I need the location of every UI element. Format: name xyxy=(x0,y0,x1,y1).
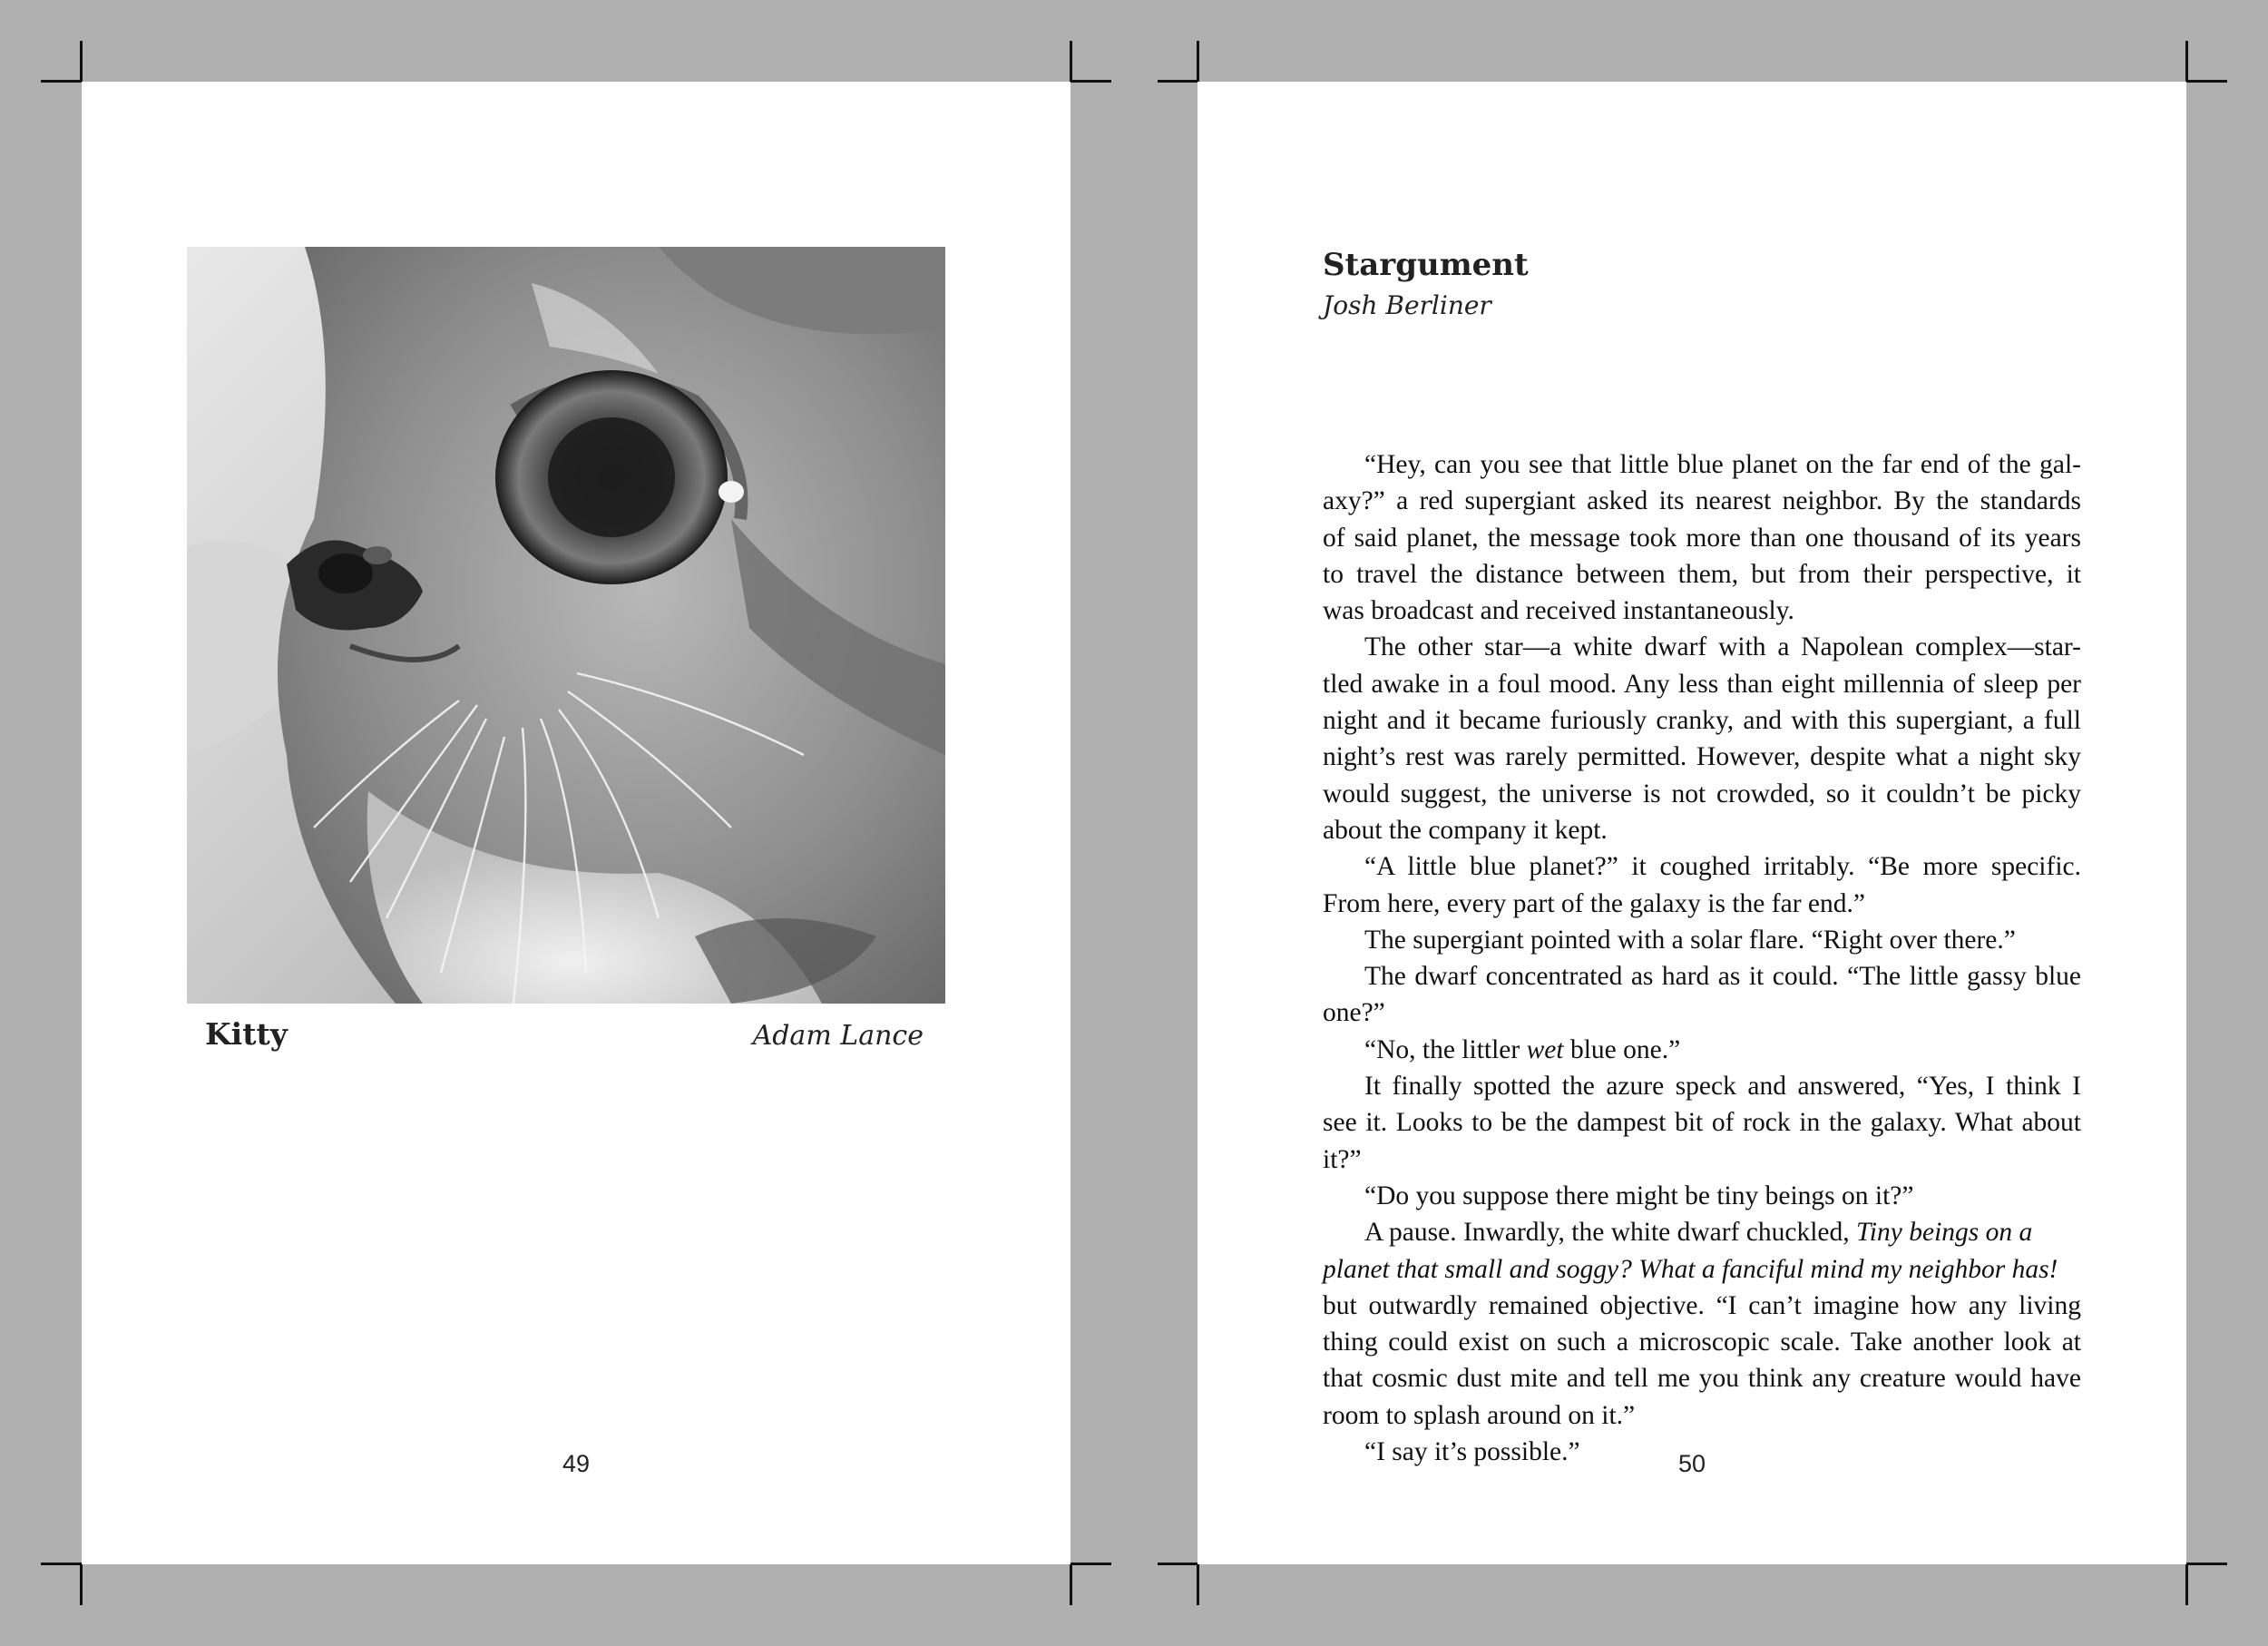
text-run: but outwardly remained objective. “I can’t imagine how any living xyxy=(1323,1290,2081,1320)
text-run: From here, every part of the galaxy is the far end.” xyxy=(1323,888,1865,918)
crop-mark xyxy=(2185,41,2188,82)
text-line xyxy=(1323,922,2081,958)
text-run: that cosmic dust mite and tell me you think any creature would have xyxy=(1323,1364,2081,1394)
text-line xyxy=(1323,556,2081,593)
story-body xyxy=(1323,446,2081,1470)
crop-mark xyxy=(1070,1564,1072,1605)
crop-mark xyxy=(1158,1563,1198,1565)
text-run: night’s rest was rarely permitted. However, despite what a night sky xyxy=(1323,742,2081,772)
text-line xyxy=(1323,1324,2081,1360)
page-number: 49 xyxy=(562,1450,591,1477)
text-run: The dwarf concentrated as hard as it could. “The little gassy blue xyxy=(1364,962,2081,992)
text-run: tled awake in a foul mood. Any less than eight millennia of sleep per xyxy=(1323,669,2081,699)
text-run: “No, the littler xyxy=(1364,1034,1527,1064)
text-run: wet xyxy=(1526,1034,1564,1064)
crop-mark xyxy=(80,41,83,82)
text-line xyxy=(1323,446,2081,483)
text-run: was broadcast and received instantaneously. xyxy=(1323,596,1794,626)
kitten-photo xyxy=(187,247,945,1004)
text-line xyxy=(1323,1032,2081,1068)
text-line xyxy=(1323,1251,2081,1288)
text-run: The other star—a white dwarf with a Napolean complex—star- xyxy=(1364,632,2081,662)
text-run: room to splash around on it.” xyxy=(1323,1400,1636,1430)
crop-mark xyxy=(1070,41,1072,82)
text-line xyxy=(1323,1178,2081,1214)
text-run: see it. Looks to be the dampest bit of rock in the galaxy. What about xyxy=(1323,1108,2081,1138)
text-run: Tiny beings on a xyxy=(1856,1218,2033,1248)
text-line xyxy=(1323,629,2081,665)
text-run: about the company it kept. xyxy=(1323,815,1608,845)
right-page xyxy=(1198,82,2186,1564)
text-run: axy?” a red supergiant asked its nearest neighbor. By the standards xyxy=(1323,486,2081,516)
crop-mark xyxy=(2186,1563,2227,1565)
crop-mark xyxy=(80,1564,83,1605)
text-run: one?” xyxy=(1323,998,1385,1028)
text-line xyxy=(1323,1288,2081,1324)
text-run: blue one.” xyxy=(1563,1034,1681,1064)
text-run: “Do you suppose there might be tiny beings on it?” xyxy=(1364,1181,1914,1210)
text-run: to travel the distance between them, but from their perspective, it xyxy=(1323,559,2081,589)
crop-mark xyxy=(1197,41,1199,82)
page-number: 50 xyxy=(1677,1450,1706,1477)
text-run: A pause. Inwardly, the white dwarf chuckled, xyxy=(1364,1218,1857,1248)
text-run: night and it became furiously cranky, and with this supergiant, a full xyxy=(1323,706,2081,736)
text-line xyxy=(1323,483,2081,519)
text-run: would suggest, the universe is not crowded, so it couldn’t be picky xyxy=(1323,779,2081,808)
text-run: “I say it’s possible.” xyxy=(1364,1437,1580,1467)
crop-mark xyxy=(41,1563,82,1565)
text-line xyxy=(1323,1141,2081,1178)
crop-mark xyxy=(1197,1564,1199,1605)
text-line xyxy=(1323,886,2081,922)
text-line xyxy=(1323,1397,2081,1434)
left-page xyxy=(82,82,1070,1564)
text-run: thing could exist on such a microscopic scale. Take another look at xyxy=(1323,1328,2081,1357)
text-line xyxy=(1323,812,2081,848)
crop-mark xyxy=(41,80,82,83)
photo-title: Kitty xyxy=(205,1016,288,1052)
text-run: of said planet, the message took more than one thousand of its years xyxy=(1323,523,2081,553)
text-line xyxy=(1323,520,2081,556)
text-run: “Hey, can you see that little blue planet on the far end of the gal- xyxy=(1364,450,2081,479)
text-line xyxy=(1323,739,2081,775)
text-run: it?” xyxy=(1323,1144,1362,1174)
text-run: “A little blue planet?” it coughed irritably. “Be more specific. xyxy=(1364,852,2081,882)
text-run: planet that small and soggy? What a fanciful mind my neighbor has! xyxy=(1323,1254,2058,1284)
text-line xyxy=(1323,994,2081,1031)
text-run: The supergiant pointed with a solar flare. “Right over there.” xyxy=(1364,925,2016,955)
text-line xyxy=(1323,593,2081,629)
text-line xyxy=(1323,958,2081,994)
text-line xyxy=(1323,776,2081,812)
crop-mark xyxy=(2186,80,2227,83)
story-title: Stargument xyxy=(1323,247,1529,283)
crop-mark xyxy=(1070,80,1111,83)
text-line xyxy=(1323,1068,2081,1104)
crop-mark xyxy=(2185,1564,2188,1605)
text-line xyxy=(1323,848,2081,885)
text-line xyxy=(1323,1104,2081,1141)
photo-artist: Adam Lance xyxy=(752,1020,924,1052)
story-author: Josh Berliner xyxy=(1323,290,1491,320)
text-line xyxy=(1323,666,2081,702)
text-run: It finally spotted the azure speck and answered, “Yes, I think I xyxy=(1364,1072,2081,1102)
crop-mark xyxy=(1158,80,1198,83)
crop-mark xyxy=(1070,1563,1111,1565)
text-line xyxy=(1323,702,2081,739)
text-line xyxy=(1323,1360,2081,1396)
text-line xyxy=(1323,1214,2081,1250)
